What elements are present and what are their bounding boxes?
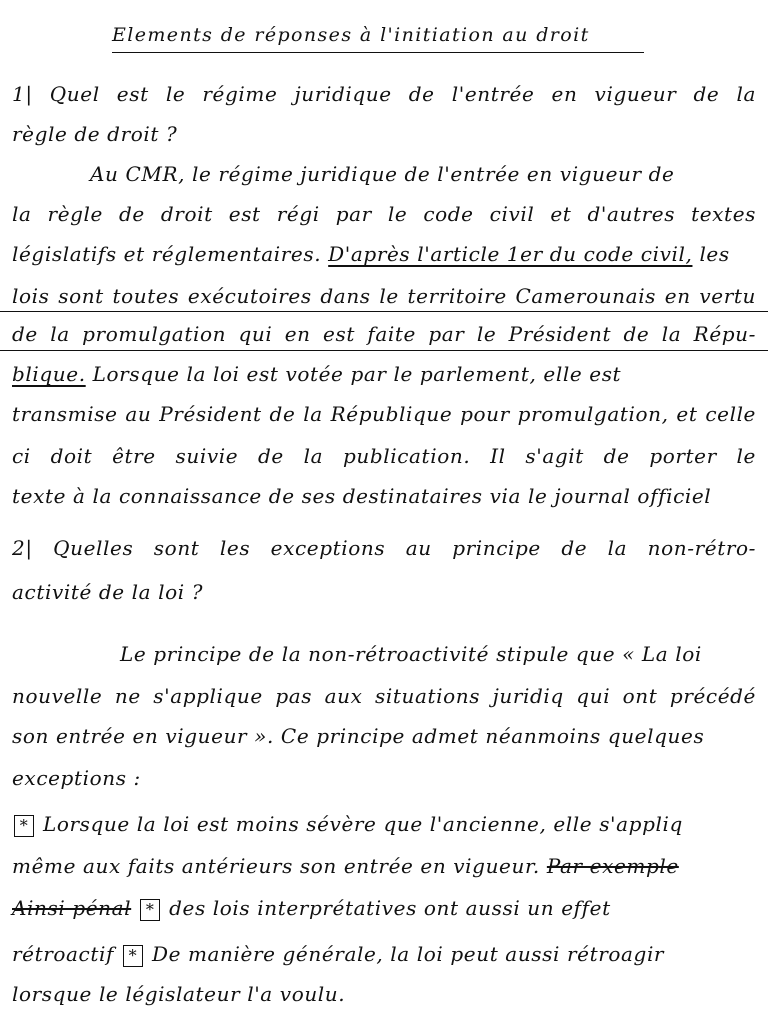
- bullet-1-line-2: [12, 846, 756, 886]
- answer-1-line-2: la règle de droit est régi par le code civil et d'autres textes: [12, 202, 756, 226]
- bullet-3-line-1: [12, 934, 756, 974]
- answer-2-line-4: exceptions :: [12, 766, 141, 790]
- bullet-3-prefix: rétroactif: [12, 942, 114, 966]
- bullet-3-line-2: lorsque le législateur l'a voulu.: [12, 982, 346, 1006]
- answer-2-line-3: son entrée en vigueur ». Ce principe admet néanmoins quelques: [12, 724, 705, 748]
- title-underline: [112, 52, 644, 53]
- question-2-line-1: 2| Quelles sont les exceptions au principe de la non-rétro-: [12, 536, 756, 560]
- question-1-line-2: règle de droit ?: [12, 122, 178, 146]
- underline-rule-1: [0, 311, 768, 312]
- answer-1-line-3-part-c: les: [699, 242, 730, 266]
- answer-1-line-4: lois sont toutes exécutoires dans le territoire Camerounais en vertu: [12, 284, 756, 308]
- asterisk-box-icon: *: [14, 815, 34, 837]
- crossed-out-text: Par exemple: [546, 854, 679, 878]
- answer-1-line-1: Au CMR, le régime juridique de l'entrée en vigueur de: [90, 162, 675, 186]
- answer-2-line-1: Le principe de la non-rétroactivité stipule que « La loi: [120, 642, 702, 666]
- answer-2-line-2: nouvelle ne s'applique pas aux situations juridiq qui ont précédé: [12, 684, 756, 708]
- bullet-1-text: Lorsque la loi est moins sévère que l'ancienne, elle s'appliq: [42, 812, 683, 836]
- bullet-2-line: [12, 888, 756, 928]
- crossed-out-prefix: Ainsi pénal: [12, 896, 132, 920]
- bullet-1-line-2-text: même aux faits antérieurs son entrée en vigueur.: [12, 854, 540, 878]
- answer-1-line-3-part-a: législatifs et réglementaires.: [12, 242, 322, 266]
- answer-1-line-6: [12, 354, 756, 394]
- answer-1-line-6-part-a: blique.: [12, 362, 86, 386]
- question-1-line-1: 1| Quel est le régime juridique de l'entrée en vigueur de la: [12, 82, 756, 106]
- page-title: Elements de réponses à l'initiation au droit: [112, 24, 590, 46]
- answer-1-line-9: texte à la connaissance de ses destinataires via le journal officiel: [12, 484, 712, 508]
- underline-rule-2: [0, 350, 768, 351]
- answer-1-line-3: [12, 234, 756, 274]
- question-2-line-2: activité de la loi ?: [12, 580, 204, 604]
- answer-1-underlined-citation: D'après l'article 1er du code civil,: [328, 242, 693, 266]
- asterisk-box-icon: *: [123, 945, 143, 967]
- answer-1-line-7: transmise au Président de la République pour promulgation, et celle: [12, 402, 756, 426]
- bullet-1-line-1: [12, 804, 756, 844]
- bullet-2-text: des lois interprétatives ont aussi un effet: [169, 896, 611, 920]
- answer-1-line-5: de la promulgation qui en est faite par le Président de la Répu-: [12, 322, 756, 346]
- asterisk-box-icon: *: [140, 899, 160, 921]
- answer-1-line-6-part-b: Lorsque la loi est votée par le parlement, elle est: [92, 362, 622, 386]
- bullet-3-text: De manière générale, la loi peut aussi rétroagir: [151, 942, 665, 966]
- answer-1-line-8: ci doit être suivie de la publication. Il s'agit de porter le: [12, 444, 756, 468]
